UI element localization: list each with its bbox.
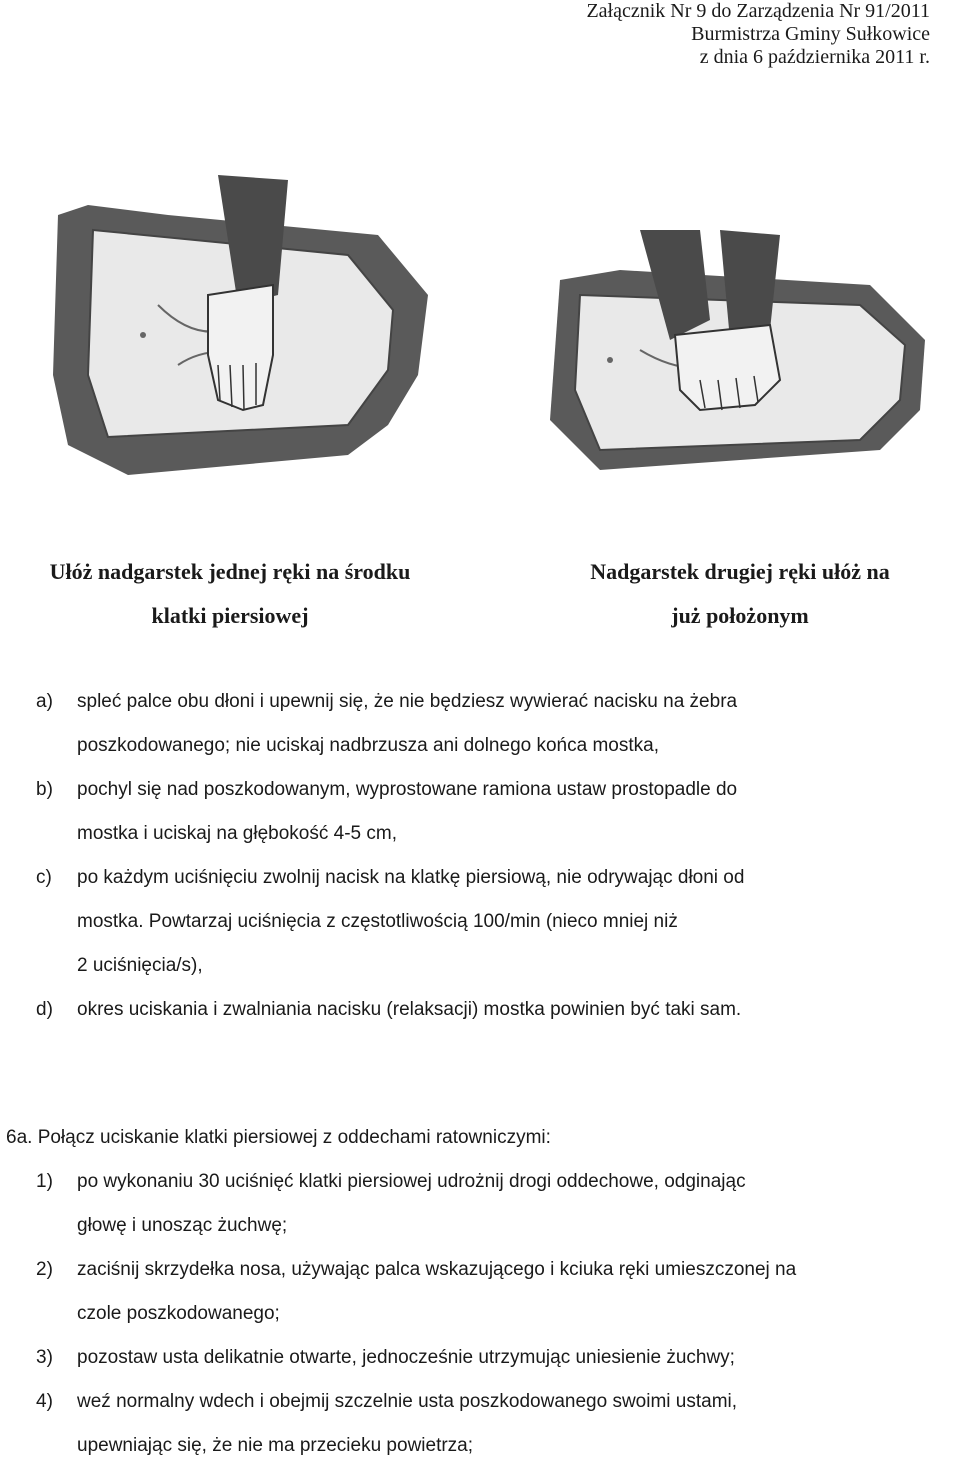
header-line-1: Załącznik Nr 9 do Zarządzenia Nr 91/2011: [586, 0, 930, 22]
caption-figure-2-line-2: już położonym: [671, 603, 809, 628]
header-line-2: Burmistrza Gminy Sułkowice: [691, 23, 930, 45]
step-a: [36, 680, 956, 768]
step-a-line-2: poszkodowanego; nie uciskaj nadbrzusza ani dolnego końca mostka,: [77, 735, 659, 756]
step-3-text: [77, 1336, 956, 1380]
step-a-text: [77, 680, 956, 768]
caption-figure-1: [10, 550, 450, 638]
step-a-marker: a): [36, 691, 53, 712]
step-d-line-1: okres uciskania i zwalniania nacisku (relaksacji) mostka powinien być taki sam.: [77, 999, 742, 1020]
step-2: [36, 1248, 956, 1336]
step-d: [36, 988, 956, 1032]
step-b: [36, 768, 956, 856]
step-4-text: [77, 1380, 956, 1468]
step-4-line-2: upewniając się, że nie ma przecieku powietrza;: [77, 1435, 474, 1456]
step-c-line-1: po każdym uciśnięciu zwolnij nacisk na klatkę piersiową, nie odrywając dłoni od: [77, 867, 745, 888]
step-b-marker: b): [36, 779, 53, 800]
step-c-text: [77, 856, 956, 988]
step-c-line-3: 2 uciśnięcia/s),: [77, 955, 203, 976]
step-1: [36, 1160, 956, 1248]
step-2-line-1: zaciśnij skrzydełka nosa, używając palca wskazującego i kciuka ręki umieszczonej na: [77, 1259, 797, 1280]
step-2-marker: 2): [36, 1259, 53, 1280]
step-4: [36, 1380, 956, 1458]
step-2-line-2: czole poszkodowanego;: [77, 1303, 280, 1324]
step-4-line-1: weź normalny wdech i obejmij szczelnie usta poszkodowanego swoimi ustami,: [77, 1391, 738, 1412]
step-1-line-1: po wykonaniu 30 uciśnięć klatki piersiowej udrożnij drogi oddechowe, odginając: [77, 1171, 746, 1192]
step-a-line-1: spleć palce obu dłoni i upewnij się, że nie będziesz wywierać nacisku na żebra: [77, 691, 738, 712]
step-1-line-2: głowę i unosząc żuchwę;: [77, 1215, 288, 1236]
caption-figure-1-line-1: Ułóż nadgarstek jednej ręki na środku: [49, 559, 411, 584]
step-b-line-2: mostka i uciskaj na głębokość 4-5 cm,: [77, 823, 397, 844]
step-3-marker: 3): [36, 1347, 53, 1368]
document-header: [586, 0, 930, 69]
caption-figure-2: [540, 550, 940, 638]
step-b-line-1: pochyl się nad poszkodowanym, wyprostowane ramiona ustaw prostopadle do: [77, 779, 738, 800]
step-2-text: [77, 1248, 956, 1336]
step-b-text: [77, 768, 956, 856]
illustration-two-hands: [540, 230, 930, 475]
caption-figure-2-line-1: Nadgarstek drugiej ręki ułóż na: [590, 559, 890, 584]
step-1-text: [77, 1160, 956, 1248]
section-6a-title: 6a. Połącz uciskanie klatki piersiowej z oddechami ratowniczymi:: [6, 1127, 551, 1148]
step-c-marker: c): [36, 867, 52, 888]
header-line-3: z dnia 6 października 2011 r.: [699, 46, 930, 68]
step-3-line-1: pozostaw usta delikatnie otwarte, jednocześnie utrzymując uniesienie żuchwy;: [77, 1347, 735, 1368]
step-1-marker: 1): [36, 1171, 53, 1192]
step-3: [36, 1336, 956, 1380]
step-4-marker: 4): [36, 1391, 53, 1412]
step-c-line-2: mostka. Powtarzaj uciśnięcia z częstotliwością 100/min (nieco mniej niż: [77, 911, 678, 932]
illustration-one-hand: [48, 175, 433, 480]
caption-figure-1-line-2: klatki piersiowej: [151, 603, 309, 628]
step-c: [36, 856, 956, 988]
step-d-marker: d): [36, 999, 53, 1020]
step-d-text: [77, 988, 956, 1032]
